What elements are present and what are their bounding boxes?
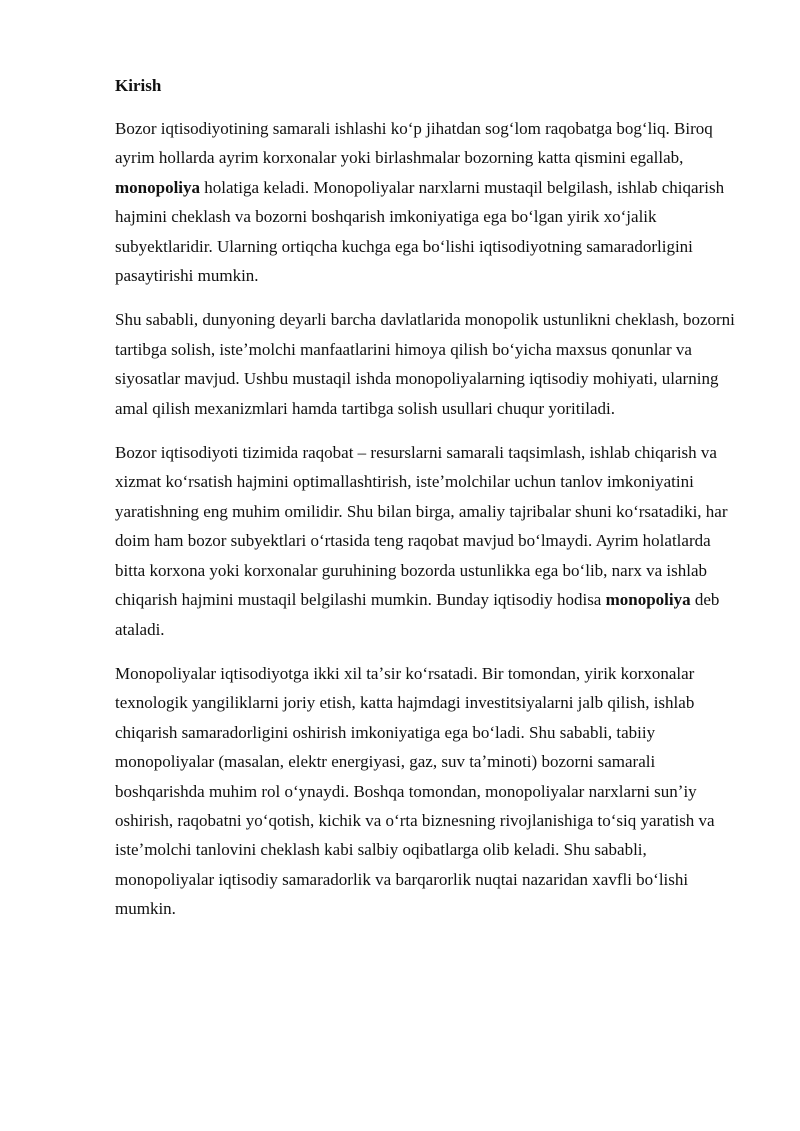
bold-term: monopoliya: [115, 177, 201, 197]
document-page: [115, 72, 745, 939]
paragraph-2: [115, 305, 745, 423]
paragraph-4: [115, 659, 745, 924]
bold-term: monopoliya: [605, 590, 691, 610]
paragraph-3: [115, 438, 745, 644]
paragraph-text: Monopoliyalar iqtisodiyotga ikki xil taʼsir koʻrsatadi. Bir tomondan, yirik korxonalar texnologik yangiliklarni joriy etish, katta hajmdagi investitsiyalarni jalb qilish, ishlab chiqarish samaradorligini oshirish imkoniyatiga ega boʻladi. Shu sababli, tabiiy monopoliyalar (masalan, elektr energiyasi, gaz, suv taʼminoti) bozorni samarali boshqarishda muhim rol oʻynaydi. Boshqa tomondan, monopoliyalar narxlarni sunʼiy oshirish, raqobatni yoʻqotish, kichik va oʻrta biznesning rivojlanishiga toʻsiq yaratish va isteʼmolchi tanlovini cheklash kabi salbiy oqibatlarga olib keladi. Shu sababli, monopoliyalar iqtisodiy samaradorlik va barqarorlik nuqtai nazaridan xavfli boʻlishi mumkin.: [115, 663, 715, 919]
paragraph-text: Bozor iqtisodiyotining samarali ishlashi koʻp jihatdan sogʻlom raqobatga bogʻliq. Biroq ayrim hollarda ayrim korxonalar yoki birlashmalar bozorning katta qismini egallab,: [115, 119, 713, 168]
section-heading: Kirish: [115, 76, 162, 95]
paragraph-text: deb ataladi.: [115, 590, 720, 639]
paragraph-text: holatiga keladi. Monopoliyalar narxlarni mustaqil belgilash, ishlab chiqarish hajmini cheklash va bozorni boshqarish imkoniyatiga ega boʻlgan yirik xoʻjalik subyektlaridir. Ularning ortiqcha kuchga ega boʻlishi iqtisodiyotning samaradorligini pasaytirishi mumkin.: [115, 177, 725, 286]
paragraph-text: Bozor iqtisodiyoti tizimida raqobat – resurslarni samarali taqsimlash, ishlab chiqarish va xizmat koʻrsatish hajmini optimallashtirish, isteʼmolchilar uchun tanlov imkoniyatini yaratishning eng muhim omilidir. Shu bilan birga, amaliy tajribalar shuni koʻrsatadiki, har doim ham bozor subyektlari oʻrtasida teng raqobat mavjud boʻlmaydi. Ayrim holatlarda bitta korxona yoki korxonalar guruhining bozorda ustunlikka ega boʻlib, narx va ishlab chiqarish hajmini mustaqil belgilashi mumkin. Bunday iqtisodiy hodisa: [115, 443, 728, 610]
paragraph-1: [115, 114, 745, 290]
paragraph-text: Shu sababli, dunyoning deyarli barcha davlatlarida monopolik ustunlikni cheklash, bozorni tartibga solish, isteʼmolchi manfaatlarini himoya qilish boʻyicha maxsus qonunlar va siyosatlar mavjud. Ushbu mustaqil ishda monopoliyalarning iqtisodiy mohiyati, ularning amal qilish mexanizmlari hamda tartibga solish usullari chuqur yoritiladi.: [115, 310, 735, 418]
